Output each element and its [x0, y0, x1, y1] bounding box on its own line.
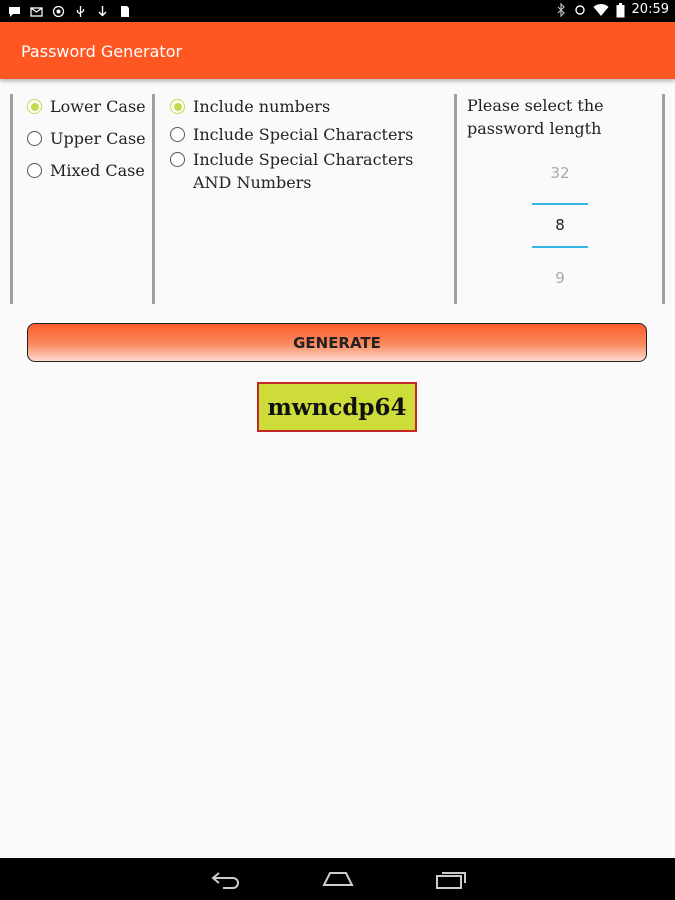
- include-radio-group: [170, 95, 430, 194]
- status-bar: [0, 0, 675, 22]
- generate-button[interactable]: GENERATE: [27, 323, 647, 362]
- column-divider: [454, 94, 457, 304]
- radio-checked-icon[interactable]: [170, 99, 185, 114]
- battery-icon: [616, 3, 625, 17]
- bluetooth-icon: [555, 3, 567, 17]
- sdcard-icon: [118, 3, 131, 16]
- radio-label: Include Special Characters AND Numbers: [193, 150, 414, 192]
- radio-label: Include numbers: [193, 97, 331, 116]
- length-picker-label: Please select the password length: [467, 96, 604, 138]
- radio-unchecked-icon[interactable]: [170, 127, 185, 142]
- navigation-bar: [0, 858, 675, 900]
- usb-icon: [74, 3, 87, 16]
- picker-previous-value[interactable]: 32: [550, 164, 570, 182]
- radio-include-special-and-numbers[interactable]: [170, 148, 430, 194]
- back-icon[interactable]: [209, 868, 243, 890]
- wifi-icon: [593, 3, 609, 17]
- radio-label: Include Special Characters: [193, 125, 414, 144]
- clock: 20:59: [631, 2, 669, 17]
- column-divider: [10, 94, 13, 304]
- action-bar: [0, 22, 675, 79]
- notification-icons: [8, 3, 131, 16]
- radio-checked-icon[interactable]: [27, 99, 42, 114]
- picker-selection-line: [532, 246, 588, 248]
- sync-icon: [574, 3, 586, 17]
- column-divider: [152, 94, 155, 304]
- download-icon: [96, 3, 109, 16]
- radio-unchecked-icon[interactable]: [27, 131, 42, 146]
- recent-apps-icon[interactable]: [434, 868, 468, 890]
- radio-label: Mixed Case: [50, 161, 145, 180]
- picker-next-value[interactable]: 9: [555, 269, 565, 287]
- radio-unchecked-icon[interactable]: [27, 163, 42, 178]
- radio-lower-case[interactable]: [27, 95, 146, 118]
- home-icon[interactable]: [321, 868, 355, 890]
- system-icons: [555, 2, 669, 17]
- radio-label: Upper Case: [50, 129, 146, 148]
- radio-label: Lower Case: [50, 97, 146, 116]
- column-divider: [662, 94, 665, 304]
- case-radio-group: [27, 95, 146, 182]
- radio-upper-case[interactable]: [27, 127, 146, 150]
- radio-include-numbers[interactable]: [170, 95, 430, 118]
- picker-selected-value[interactable]: 8: [555, 216, 565, 234]
- radio-include-special[interactable]: [170, 123, 430, 146]
- generated-password: mwncdp64: [257, 382, 417, 432]
- settings-app-icon: [52, 3, 65, 16]
- radio-unchecked-icon[interactable]: [170, 152, 185, 167]
- radio-mixed-case[interactable]: [27, 159, 146, 182]
- chat-icon: [8, 3, 21, 16]
- email-icon: [30, 3, 43, 16]
- app-title: Password Generator: [21, 42, 183, 61]
- picker-selection-line: [532, 203, 588, 205]
